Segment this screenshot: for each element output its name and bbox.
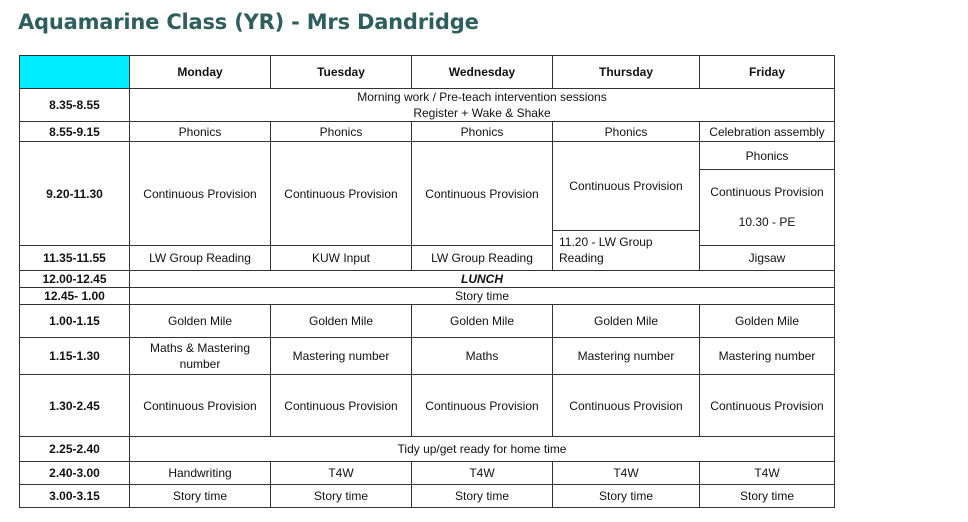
session-cell: Golden Mile xyxy=(130,305,271,338)
time-cell: 2.40-3.00 xyxy=(20,462,130,485)
friday-split-cell xyxy=(700,142,835,246)
table-row xyxy=(20,462,835,485)
table-row xyxy=(20,246,835,271)
header-wednesday: Wednesday xyxy=(412,56,553,89)
session-cell: Continuous Provision xyxy=(553,375,700,437)
time-cell: 12.00-12.45 xyxy=(20,271,130,288)
lunch-cell: LUNCH xyxy=(130,271,835,288)
session-cell: KUW Input xyxy=(271,246,412,271)
pe-text: 10.30 - PE xyxy=(738,215,796,229)
session-cell: Story time xyxy=(130,485,271,508)
friday-continuous-block xyxy=(700,169,834,245)
session-cell: Phonics xyxy=(130,122,271,142)
table-row xyxy=(20,375,835,437)
time-cell: 1.30-2.45 xyxy=(20,375,130,437)
session-cell: Golden Mile xyxy=(700,305,835,338)
header-friday: Friday xyxy=(700,56,835,89)
session-cell: Jigsaw xyxy=(700,246,835,271)
session-cell: Phonics xyxy=(700,142,834,170)
time-cell: 9.20-11.30 xyxy=(20,142,130,246)
session-cell: Continuous Provision xyxy=(553,142,699,231)
session-cell: LW Group Reading xyxy=(130,246,271,271)
time-cell: 2.25-2.40 xyxy=(20,437,130,462)
session-cell: Continuous Provision xyxy=(271,142,412,246)
session-cell: Maths & Mastering number xyxy=(130,338,271,375)
session-cell: Continuous Provision xyxy=(130,375,271,437)
session-cell: Celebration assembly xyxy=(700,122,835,142)
session-cell: Continuous Provision xyxy=(130,142,271,246)
table-row xyxy=(20,122,835,142)
session-cell: Phonics xyxy=(412,122,553,142)
time-cell: 8.35-8.55 xyxy=(20,89,130,122)
session-cell: Tidy up/get ready for home time xyxy=(130,437,835,462)
session-text: Continuous Provision xyxy=(710,185,824,199)
register-text: Register + Wake & Shake xyxy=(413,106,551,120)
session-cell: LW Group Reading xyxy=(412,246,553,271)
time-cell: 1.00-1.15 xyxy=(20,305,130,338)
session-cell: Golden Mile xyxy=(412,305,553,338)
table-row xyxy=(20,142,835,246)
session-cell: T4W xyxy=(412,462,553,485)
time-cell: 11.35-11.55 xyxy=(20,246,130,271)
session-cell: Continuous Provision xyxy=(412,142,553,246)
session-cell: Handwriting xyxy=(130,462,271,485)
session-cell: T4W xyxy=(271,462,412,485)
session-cell xyxy=(130,89,835,122)
session-cell: Continuous Provision xyxy=(412,375,553,437)
table-row xyxy=(20,288,835,305)
table-row xyxy=(20,485,835,508)
session-cell: T4W xyxy=(553,462,700,485)
session-cell: T4W xyxy=(700,462,835,485)
time-cell: 1.15-1.30 xyxy=(20,338,130,375)
session-cell: Mastering number xyxy=(553,338,700,375)
session-cell: Mastering number xyxy=(271,338,412,375)
header-tuesday: Tuesday xyxy=(271,56,412,89)
session-cell: Story time xyxy=(271,485,412,508)
session-cell: 11.20 - LW Group Reading xyxy=(559,235,653,265)
table-row xyxy=(20,338,835,375)
table-row xyxy=(20,437,835,462)
page-title: Aquamarine Class (YR) - Mrs Dandridge xyxy=(18,10,479,34)
session-cell: Continuous Provision xyxy=(271,375,412,437)
session-cell: Story time xyxy=(553,485,700,508)
session-cell: Continuous Provision xyxy=(700,375,835,437)
session-cell: Phonics xyxy=(271,122,412,142)
session-cell: Story time xyxy=(700,485,835,508)
corner-cell xyxy=(20,56,130,89)
table-row xyxy=(20,89,835,122)
morning-work-text: Morning work / Pre-teach intervention sessions xyxy=(357,90,607,104)
header-thursday: Thursday xyxy=(553,56,700,89)
header-row xyxy=(20,56,835,89)
session-cell: Maths xyxy=(412,338,553,375)
session-cell: Golden Mile xyxy=(553,305,700,338)
table-row xyxy=(20,271,835,288)
time-cell: 3.00-3.15 xyxy=(20,485,130,508)
time-cell: 12.45- 1.00 xyxy=(20,288,130,305)
session-cell: Story time xyxy=(412,485,553,508)
session-cell: Mastering number xyxy=(700,338,835,375)
session-cell: Phonics xyxy=(553,122,700,142)
session-cell: Story time xyxy=(130,288,835,305)
timetable xyxy=(19,55,835,508)
session-cell: Golden Mile xyxy=(271,305,412,338)
thursday-split-cell xyxy=(553,142,700,271)
time-cell: 8.55-9.15 xyxy=(20,122,130,142)
header-monday: Monday xyxy=(130,56,271,89)
table-row xyxy=(20,305,835,338)
